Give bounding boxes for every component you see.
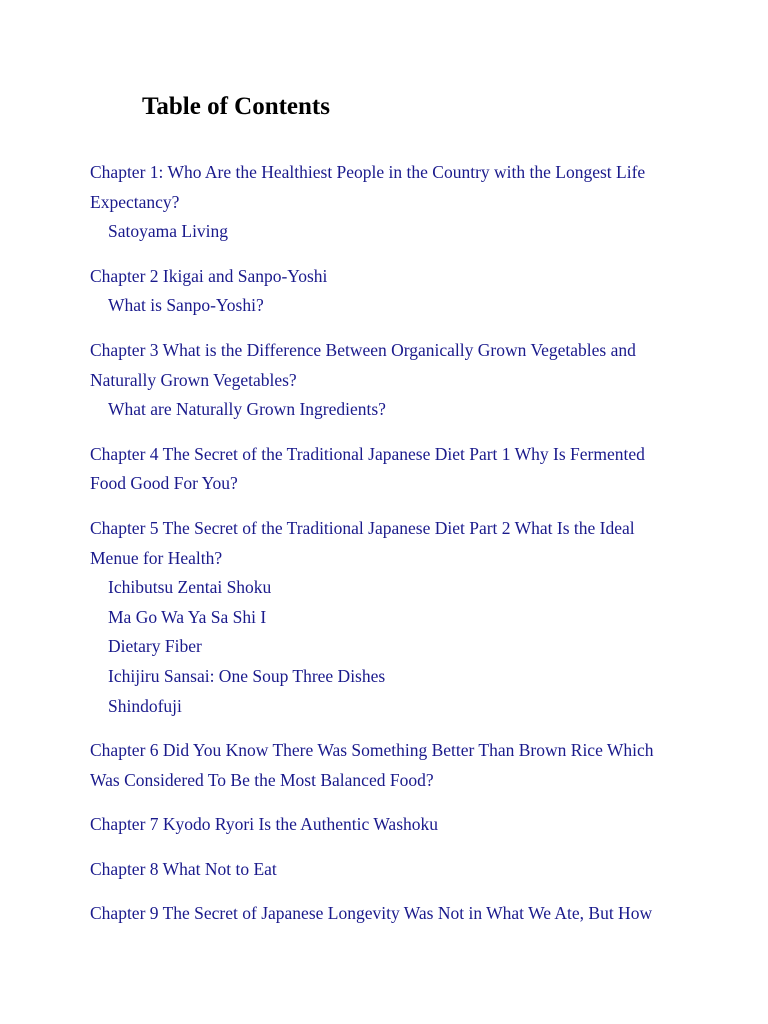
chapter-7-link[interactable]: Chapter 7 Kyodo Ryori Is the Authentic Washoku <box>90 814 439 835</box>
chapter-3-sections <box>90 395 680 425</box>
toc-chapter-1 <box>90 158 680 247</box>
section-shindofuji-link[interactable]: Shindofuji <box>108 695 182 716</box>
toc-section <box>90 603 680 633</box>
toc-section <box>90 573 680 603</box>
toc-section <box>90 217 680 247</box>
toc-section <box>90 291 680 321</box>
toc-chapter-7 <box>90 810 680 840</box>
toc-section <box>90 632 680 662</box>
chapter-8-link[interactable]: Chapter 8 What Not to Eat <box>90 858 277 879</box>
section-ma-go-wa-ya-sa-shi-i-link[interactable]: Ma Go Wa Ya Sa Shi I <box>108 606 267 627</box>
chapter-3-link[interactable]: Chapter 3 What is the Difference Between Organically Grown Vegetables and Naturally Grown Vegetables? <box>90 339 636 390</box>
toc-section <box>90 395 680 425</box>
chapter-4-link[interactable]: Chapter 4 The Secret of the Traditional Japanese Diet Part 1 Why Is Fermented Food Good For You? <box>90 443 645 494</box>
toc-chapter-6 <box>90 736 680 795</box>
section-ichijiru-sansai-link[interactable]: Ichijiru Sansai: One Soup Three Dishes <box>108 665 386 686</box>
page-title: Table of Contents <box>142 93 330 120</box>
toc-section <box>90 662 680 692</box>
section-what-is-sanpo-yoshi-link[interactable]: What is Sanpo-Yoshi? <box>108 295 264 316</box>
section-satoyama-living-link[interactable]: Satoyama Living <box>108 221 229 242</box>
chapter-2-link[interactable]: Chapter 2 Ikigai and Sanpo-Yoshi <box>90 265 328 286</box>
chapter-5-link[interactable]: Chapter 5 The Secret of the Traditional Japanese Diet Part 2 What Is the Ideal Menue for Health? <box>90 517 635 568</box>
toc-chapter-8 <box>90 855 680 885</box>
chapter-1-link[interactable]: Chapter 1: Who Are the Healthiest People in the Country with the Longest Life Expectancy? <box>90 162 646 212</box>
chapter-2-sections <box>90 291 680 321</box>
toc-chapter-4 <box>90 440 680 499</box>
toc-chapter-5 <box>90 514 680 721</box>
toc-section <box>90 692 680 722</box>
toc-chapter-9 <box>90 899 680 929</box>
toc-list <box>90 158 680 929</box>
section-naturally-grown-ingredients-link[interactable]: What are Naturally Grown Ingredients? <box>108 399 386 420</box>
chapter-6-link[interactable]: Chapter 6 Did You Know There Was Something Better Than Brown Rice Which Was Considered To Be the Most Balanced Food? <box>90 740 654 790</box>
section-ichibutsu-zentai-shoku-link[interactable]: Ichibutsu Zentai Shoku <box>108 577 272 598</box>
chapter-9-link[interactable]: Chapter 9 The Secret of Japanese Longevity Was Not in What We Ate, But How <box>90 903 653 924</box>
chapter-1-sections <box>90 217 680 247</box>
toc-chapter-2 <box>90 262 680 321</box>
chapter-5-sections <box>90 573 680 721</box>
toc-chapter-3 <box>90 336 680 425</box>
section-dietary-fiber-link[interactable]: Dietary Fiber <box>108 636 202 657</box>
